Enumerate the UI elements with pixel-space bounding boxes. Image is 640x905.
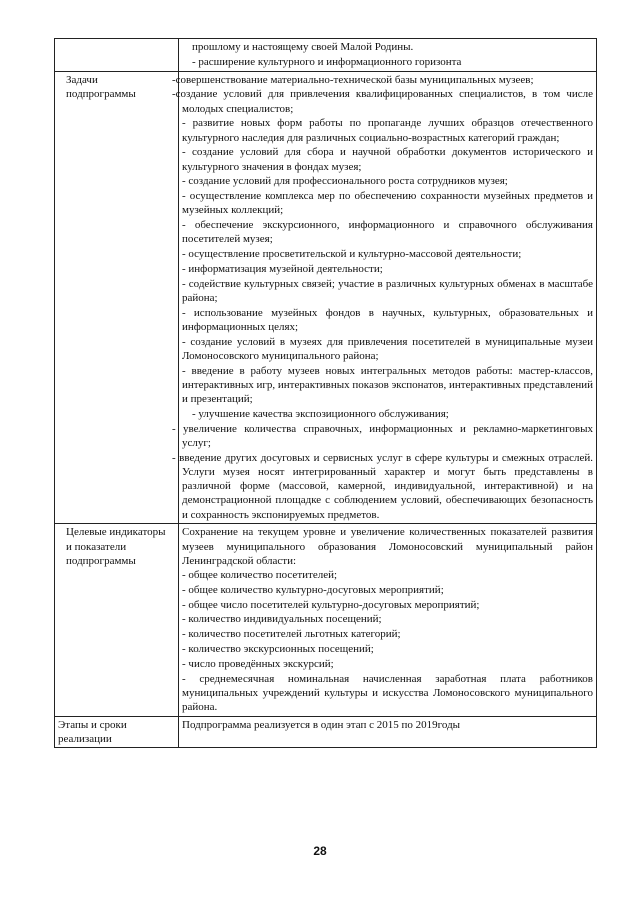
list-item: - количество посетителей льготных категорий; <box>182 628 401 641</box>
list-item: - обеспечение экскурсионного, информационного и справочного обслуживания посетителей музея; <box>182 219 593 246</box>
table-row-stages <box>55 716 597 747</box>
list-item: - осуществление комплекса мер по обеспечению сохранности музейных предметов и музейных коллекций; <box>182 190 593 217</box>
page-number: 28 <box>313 844 327 858</box>
row-label-cell <box>55 524 179 716</box>
table-row-goals-continued <box>55 39 597 72</box>
row-label-stages: Этапы и сроки реализации <box>58 718 127 745</box>
list-item: прошлому и настоящему своей Малой Родины. <box>192 41 414 53</box>
list-item: - общее количество посетителей; <box>182 569 338 581</box>
row-content-cell <box>179 39 597 72</box>
list-item: - среднемесячная номинальная начисленная заработная плата работников муниципальных учреждений культуры и искусства Ломоносовского муниципального района. <box>182 672 593 713</box>
list-item: - улучшение качества экспозиционного обслуживания; <box>192 407 449 420</box>
row-label-cell <box>55 716 179 747</box>
list-item: - введение в работу музеев новых интегральных методов работы: мастер-классов, интерактивных игр, интерактивных показов экспонатов, интерактивных представлений и презентаций; <box>182 364 593 406</box>
row-label-indicators: Целевые индикаторы и показатели подпрограммы <box>66 526 166 567</box>
list-item: - осуществление просветительской и культурно-массовой деятельности; <box>182 248 522 261</box>
list-item: - создание условий для сбора и научной обработки документов исторического и культурного значения в фондах музея; <box>182 146 593 173</box>
list-item: -создание условий для привлечения квалифицированных специалистов, в том числе молодых специалистов; <box>172 88 593 115</box>
list-item: - информатизация музейной деятельности; <box>182 262 383 275</box>
subprogram-passport-table <box>54 38 597 748</box>
list-item: - общее число посетителей культурно-досуговых мероприятий; <box>182 598 480 611</box>
list-item: - содействие культурных связей; участие в различных культурных обменах в масштабе района; <box>182 277 593 304</box>
stages-text: Подпрограмма реализуется в один этап с 2015 по 2019годы <box>182 718 461 731</box>
table-row-tasks <box>55 71 597 524</box>
list-item: - создание условий для профессионального роста сотрудников музея; <box>182 175 508 188</box>
row-label-cell <box>55 71 179 524</box>
table-row-indicators <box>55 524 597 716</box>
row-label-cell <box>55 39 179 72</box>
list-item: - развитие новых форм работы по пропаганде лучших образцов отечественного культурного наследия для различных социально-возрастных категорий граждан; <box>182 117 593 144</box>
list-item: -совершенствование материально-технической базы муниципальных музеев; <box>172 73 534 86</box>
indicators-list <box>182 568 593 715</box>
list-item: - использование музейных фондов в научных, культурных, образовательных и информационных целях; <box>182 306 593 333</box>
row-content-cell <box>179 716 597 747</box>
row-content-cell <box>179 524 597 716</box>
list-item: - увеличение количества справочных, информационных и рекламно-маркетинговых услуг; <box>172 422 593 449</box>
list-item: - общее количество культурно-досуговых мероприятий; <box>182 583 444 596</box>
indicators-intro: Сохранение на текущем уровне и увеличение количественных показателей развития музеев муниципального образования Ломоносовский муниципальный район Ленинградской области: <box>182 526 593 567</box>
list-item: - расширение культурного и информационного горизонта <box>192 55 462 68</box>
list-item: - число проведённых экскурсий; <box>182 657 334 670</box>
tasks-list <box>172 73 593 523</box>
list-item: - введение других досуговых и сервисных услуг в сфере культуры и смежных отраслей. Услуги музея носят интегрированный характер и могут быть представлены в различной форме (массовой, камерной, индивидуальной, интерактивной) и на демонстрационной площадке с соблюдением условий, обеспечивающих безопасность и сохранность экспонируемых предметов. <box>172 451 593 521</box>
goals-list <box>182 40 593 70</box>
list-item: - количество экскурсионных посещений; <box>182 642 374 655</box>
list-item: - количество индивидуальных посещений; <box>182 613 382 626</box>
row-content-cell <box>172 71 597 524</box>
list-item: - создание условий в музеях для привлечения посетителей в муниципальные музеи Ломоносовского муниципального района; <box>182 335 593 362</box>
row-label-tasks: Задачи подпрограммы <box>66 73 136 100</box>
